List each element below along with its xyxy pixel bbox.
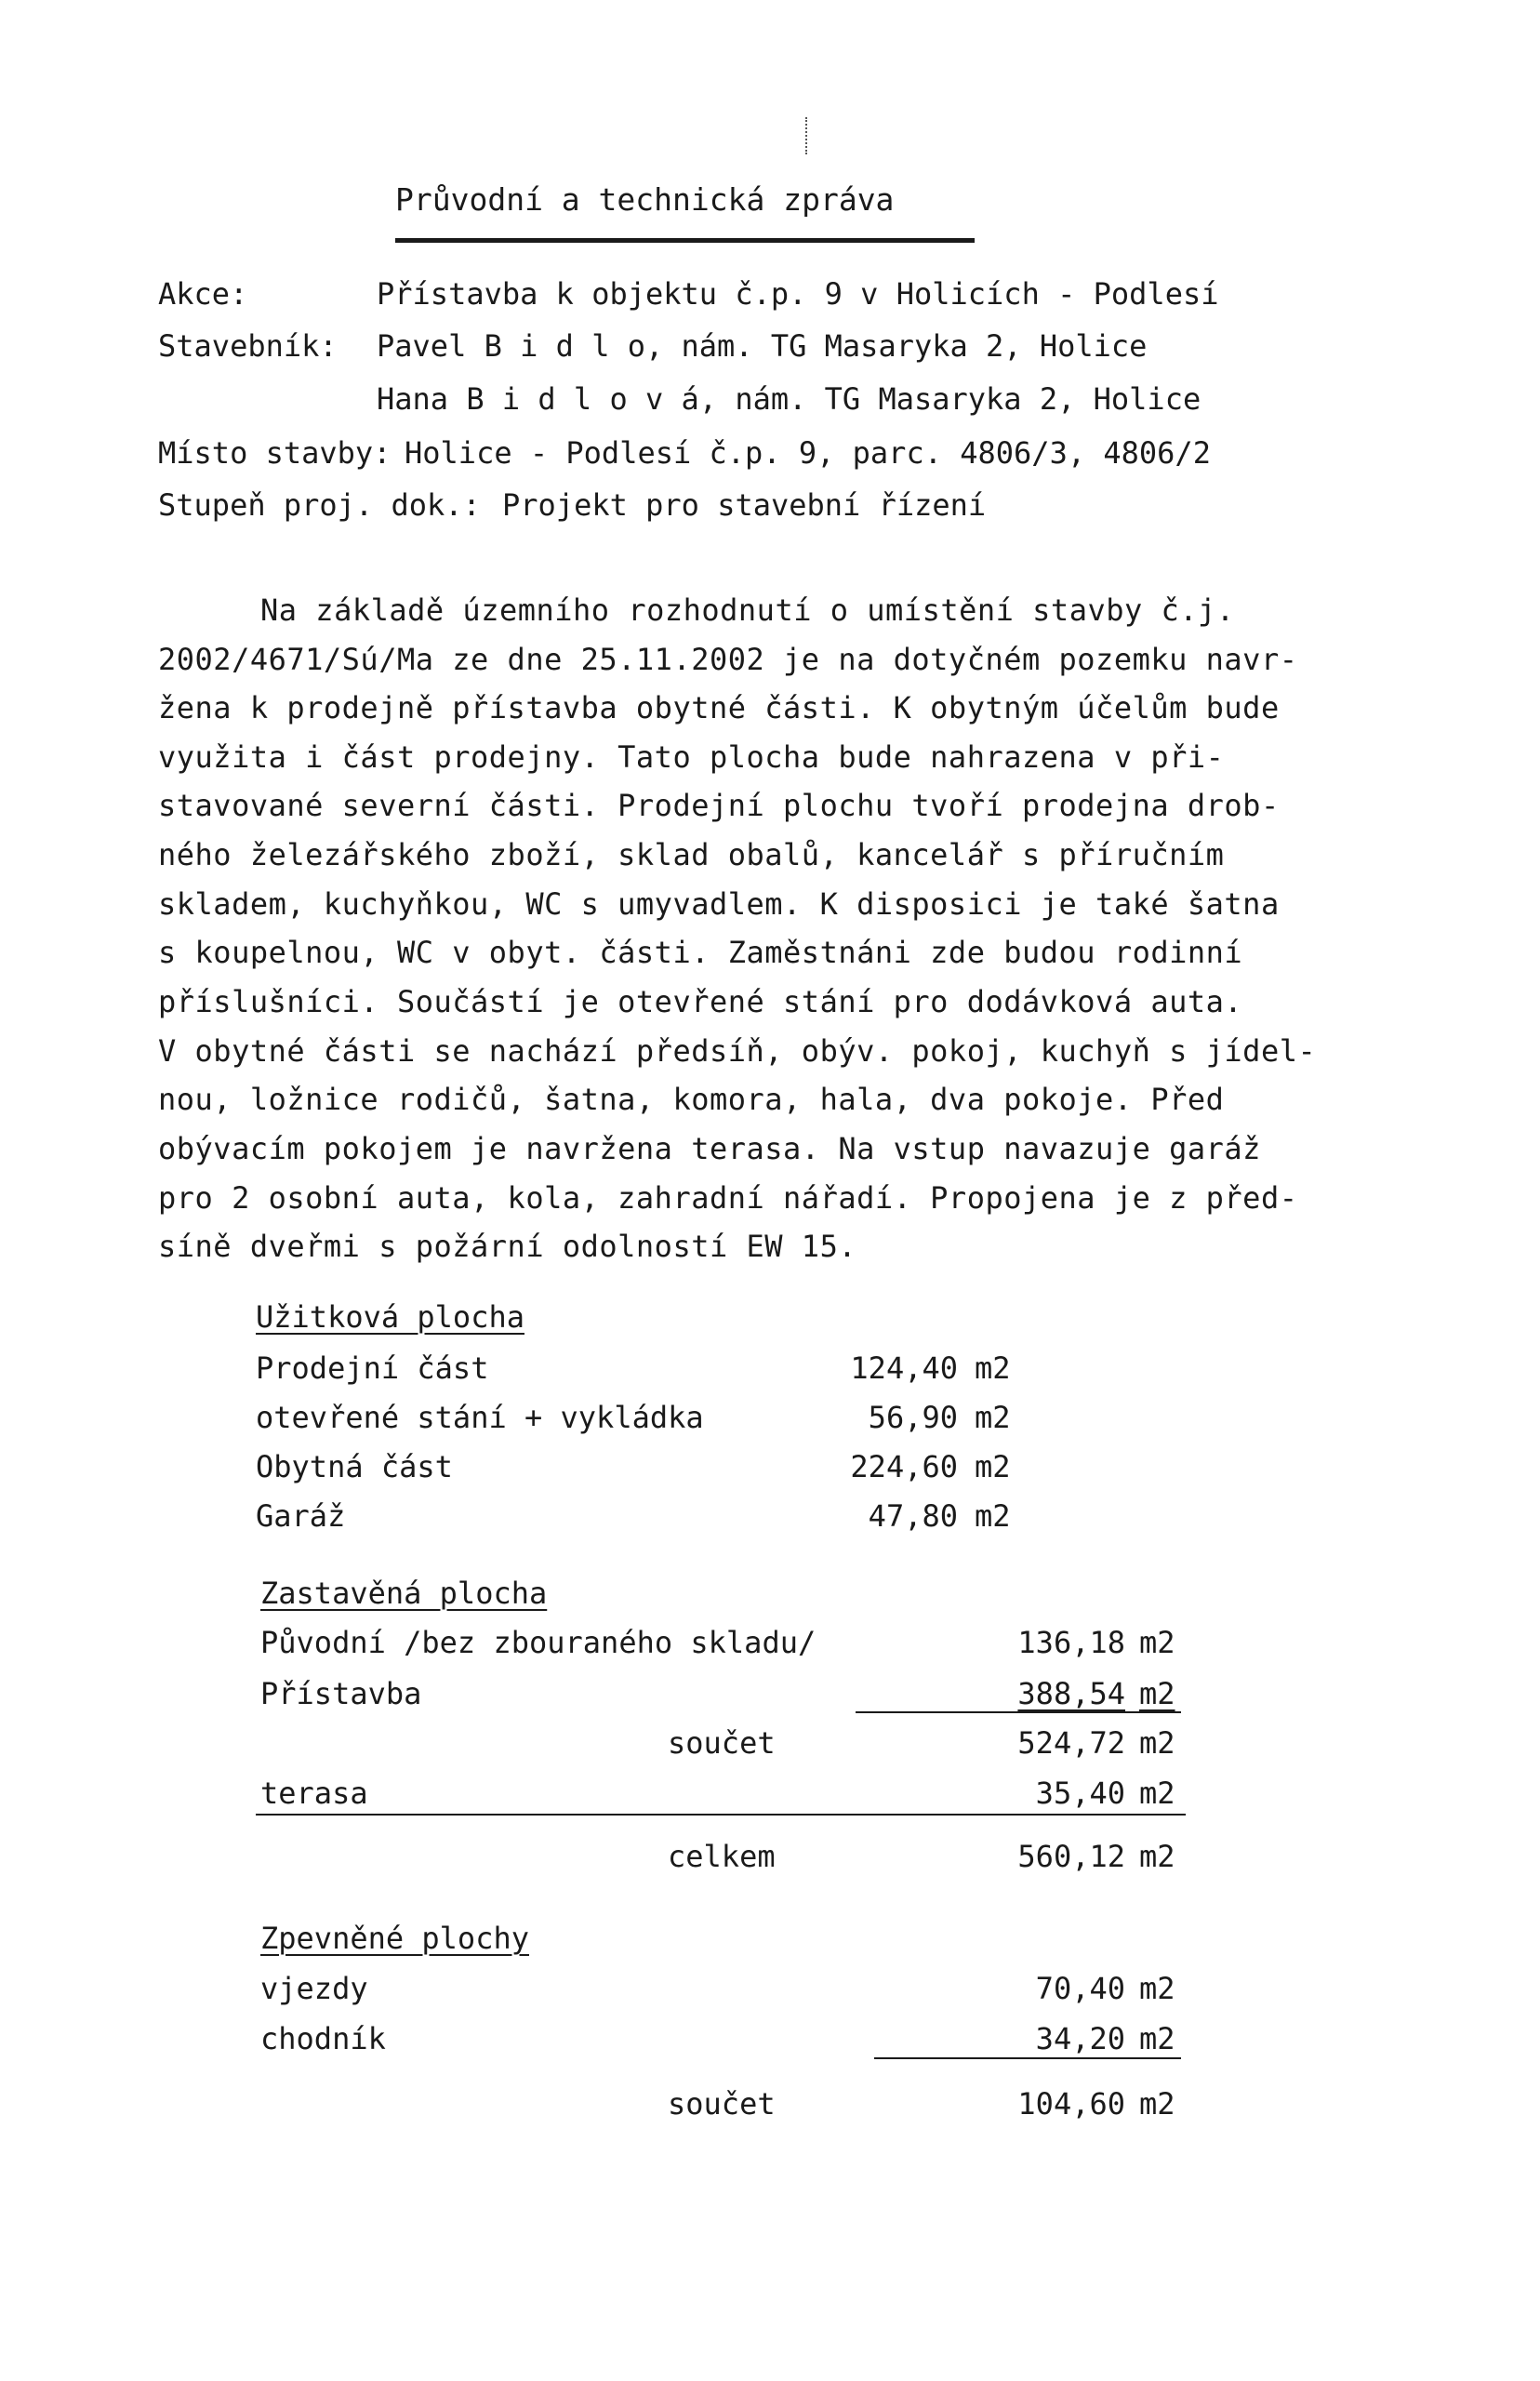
puvodni-label: Původní /bez zbouraného skladu/ bbox=[260, 1625, 816, 1660]
page-title: Průvodní a technická zpráva bbox=[395, 181, 895, 218]
celkem-value: 560,12 bbox=[1017, 1839, 1125, 1874]
pristavba-label: Přístavba bbox=[260, 1676, 422, 1711]
uzitkova-row-unit: m2 bbox=[975, 1350, 1011, 1386]
akce-label: Akce: bbox=[158, 276, 248, 312]
unit: m2 bbox=[1139, 1839, 1175, 1874]
sum-rule bbox=[874, 2057, 1181, 2059]
uzitkova-row-value: 124,40 bbox=[850, 1350, 958, 1386]
uzitkova-row-unit: m2 bbox=[975, 1400, 1011, 1435]
uzitkova-row-value: 56,90 bbox=[868, 1400, 958, 1435]
body-line: skladem, kuchyňkou, WC s umyvadlem. K disposici je také šatna bbox=[158, 886, 1280, 922]
stavebnik-value-2: Hana B i d l o v á, nám. TG Masaryka 2, Holice bbox=[377, 381, 1201, 417]
zpevnene-heading: Zpevněné plochy bbox=[260, 1921, 529, 1956]
body-line: ného železářského zboží, sklad obalů, kancelář s příručním bbox=[158, 837, 1225, 872]
unit: m2 bbox=[1139, 1776, 1175, 1811]
stupen-label: Stupeň proj. dok.: bbox=[158, 487, 481, 523]
stavebnik-label: Stavebník: bbox=[158, 328, 338, 364]
misto-value: Holice - Podlesí č.p. 9, parc. 4806/3, 4806/2 bbox=[405, 435, 1211, 471]
uzitkova-heading: Užitková plocha bbox=[256, 1299, 524, 1335]
body-line: obývacím pokojem je navržena terasa. Na vstup navazuje garáž bbox=[158, 1131, 1261, 1166]
body-line: pro 2 osobní auta, kola, zahradní nářadí. Propojena je z před- bbox=[158, 1180, 1298, 1216]
uzitkova-row-unit: m2 bbox=[975, 1498, 1011, 1534]
sum-rule bbox=[856, 1711, 1181, 1713]
body-line: žena k prodejně přístavba obytné části. K obytným účelům bude bbox=[158, 690, 1280, 725]
puvodni-value: 136,18 bbox=[1017, 1625, 1125, 1660]
soucet-label: součet bbox=[668, 2086, 776, 2122]
pen-mark bbox=[805, 117, 810, 154]
uzitkova-row-label: Prodejní část bbox=[256, 1350, 489, 1386]
body-line: Na základě územního rozhodnutí o umístění stavby č.j. bbox=[260, 592, 1235, 628]
unit: m2 bbox=[1139, 1725, 1175, 1761]
unit: m2 bbox=[1139, 2021, 1175, 2056]
unit: m2 bbox=[1139, 1971, 1175, 2006]
pristavba-value: 388,54 bbox=[1017, 1676, 1125, 1711]
zastavena-heading: Zastavěná plocha bbox=[260, 1576, 548, 1611]
unit: m2 bbox=[1139, 1676, 1175, 1711]
chodnik-label: chodník bbox=[260, 2021, 386, 2056]
terasa-label: terasa bbox=[260, 1776, 368, 1811]
body-line: 2002/4671/Sú/Ma ze dne 25.11.2002 je na dotyčném pozemku navr- bbox=[158, 642, 1298, 677]
vjezdy-value: 70,40 bbox=[1035, 1971, 1125, 2006]
unit: m2 bbox=[1139, 2086, 1175, 2122]
body-line: příslušníci. Součástí je otevřené stání pro dodávková auta. bbox=[158, 984, 1243, 1019]
body-line: V obytné části se nachází předsíň, obýv. pokoj, kuchyň s jídel- bbox=[158, 1033, 1317, 1069]
misto-label: Místo stavby: bbox=[158, 435, 392, 471]
stupen-value: Projekt pro stavební řízení bbox=[502, 487, 987, 523]
soucet-label: součet bbox=[668, 1725, 776, 1761]
total-rule bbox=[256, 1814, 1186, 1816]
uzitkova-row-unit: m2 bbox=[975, 1449, 1011, 1484]
celkem-label: celkem bbox=[668, 1839, 776, 1874]
unit: m2 bbox=[1139, 1625, 1175, 1660]
chodnik-value: 34,20 bbox=[1035, 2021, 1125, 2056]
vjezdy-label: vjezdy bbox=[260, 1971, 368, 2006]
uzitkova-row-label: Garáž bbox=[256, 1498, 346, 1534]
uzitkova-row-label: Obytná část bbox=[256, 1449, 453, 1484]
soucet-value: 104,60 bbox=[1017, 2086, 1125, 2122]
body-line: síně dveřmi s požární odolností EW 15. bbox=[158, 1229, 857, 1264]
uzitkova-row-label: otevřené stání + vykládka bbox=[256, 1400, 704, 1435]
akce-value: Přístavba k objektu č.p. 9 v Holicích - Podlesí bbox=[377, 276, 1219, 312]
stavebnik-value-1: Pavel B i d l o, nám. TG Masaryka 2, Holice bbox=[377, 328, 1148, 364]
uzitkova-row-value: 47,80 bbox=[868, 1498, 958, 1534]
body-line: nou, ložnice rodičů, šatna, komora, hala, dva pokoje. Před bbox=[158, 1082, 1225, 1117]
body-line: stavované severní části. Prodejní plochu tvoří prodejna drob- bbox=[158, 788, 1280, 823]
uzitkova-row-value: 224,60 bbox=[850, 1449, 958, 1484]
body-line: využita i část prodejny. Tato plocha bude nahrazena v při- bbox=[158, 739, 1225, 775]
body-line: s koupelnou, WC v obyt. části. Zaměstnáni zde budou rodinní bbox=[158, 935, 1243, 970]
title-underline bbox=[395, 238, 975, 243]
soucet-value: 524,72 bbox=[1017, 1725, 1125, 1761]
terasa-value: 35,40 bbox=[1035, 1776, 1125, 1811]
